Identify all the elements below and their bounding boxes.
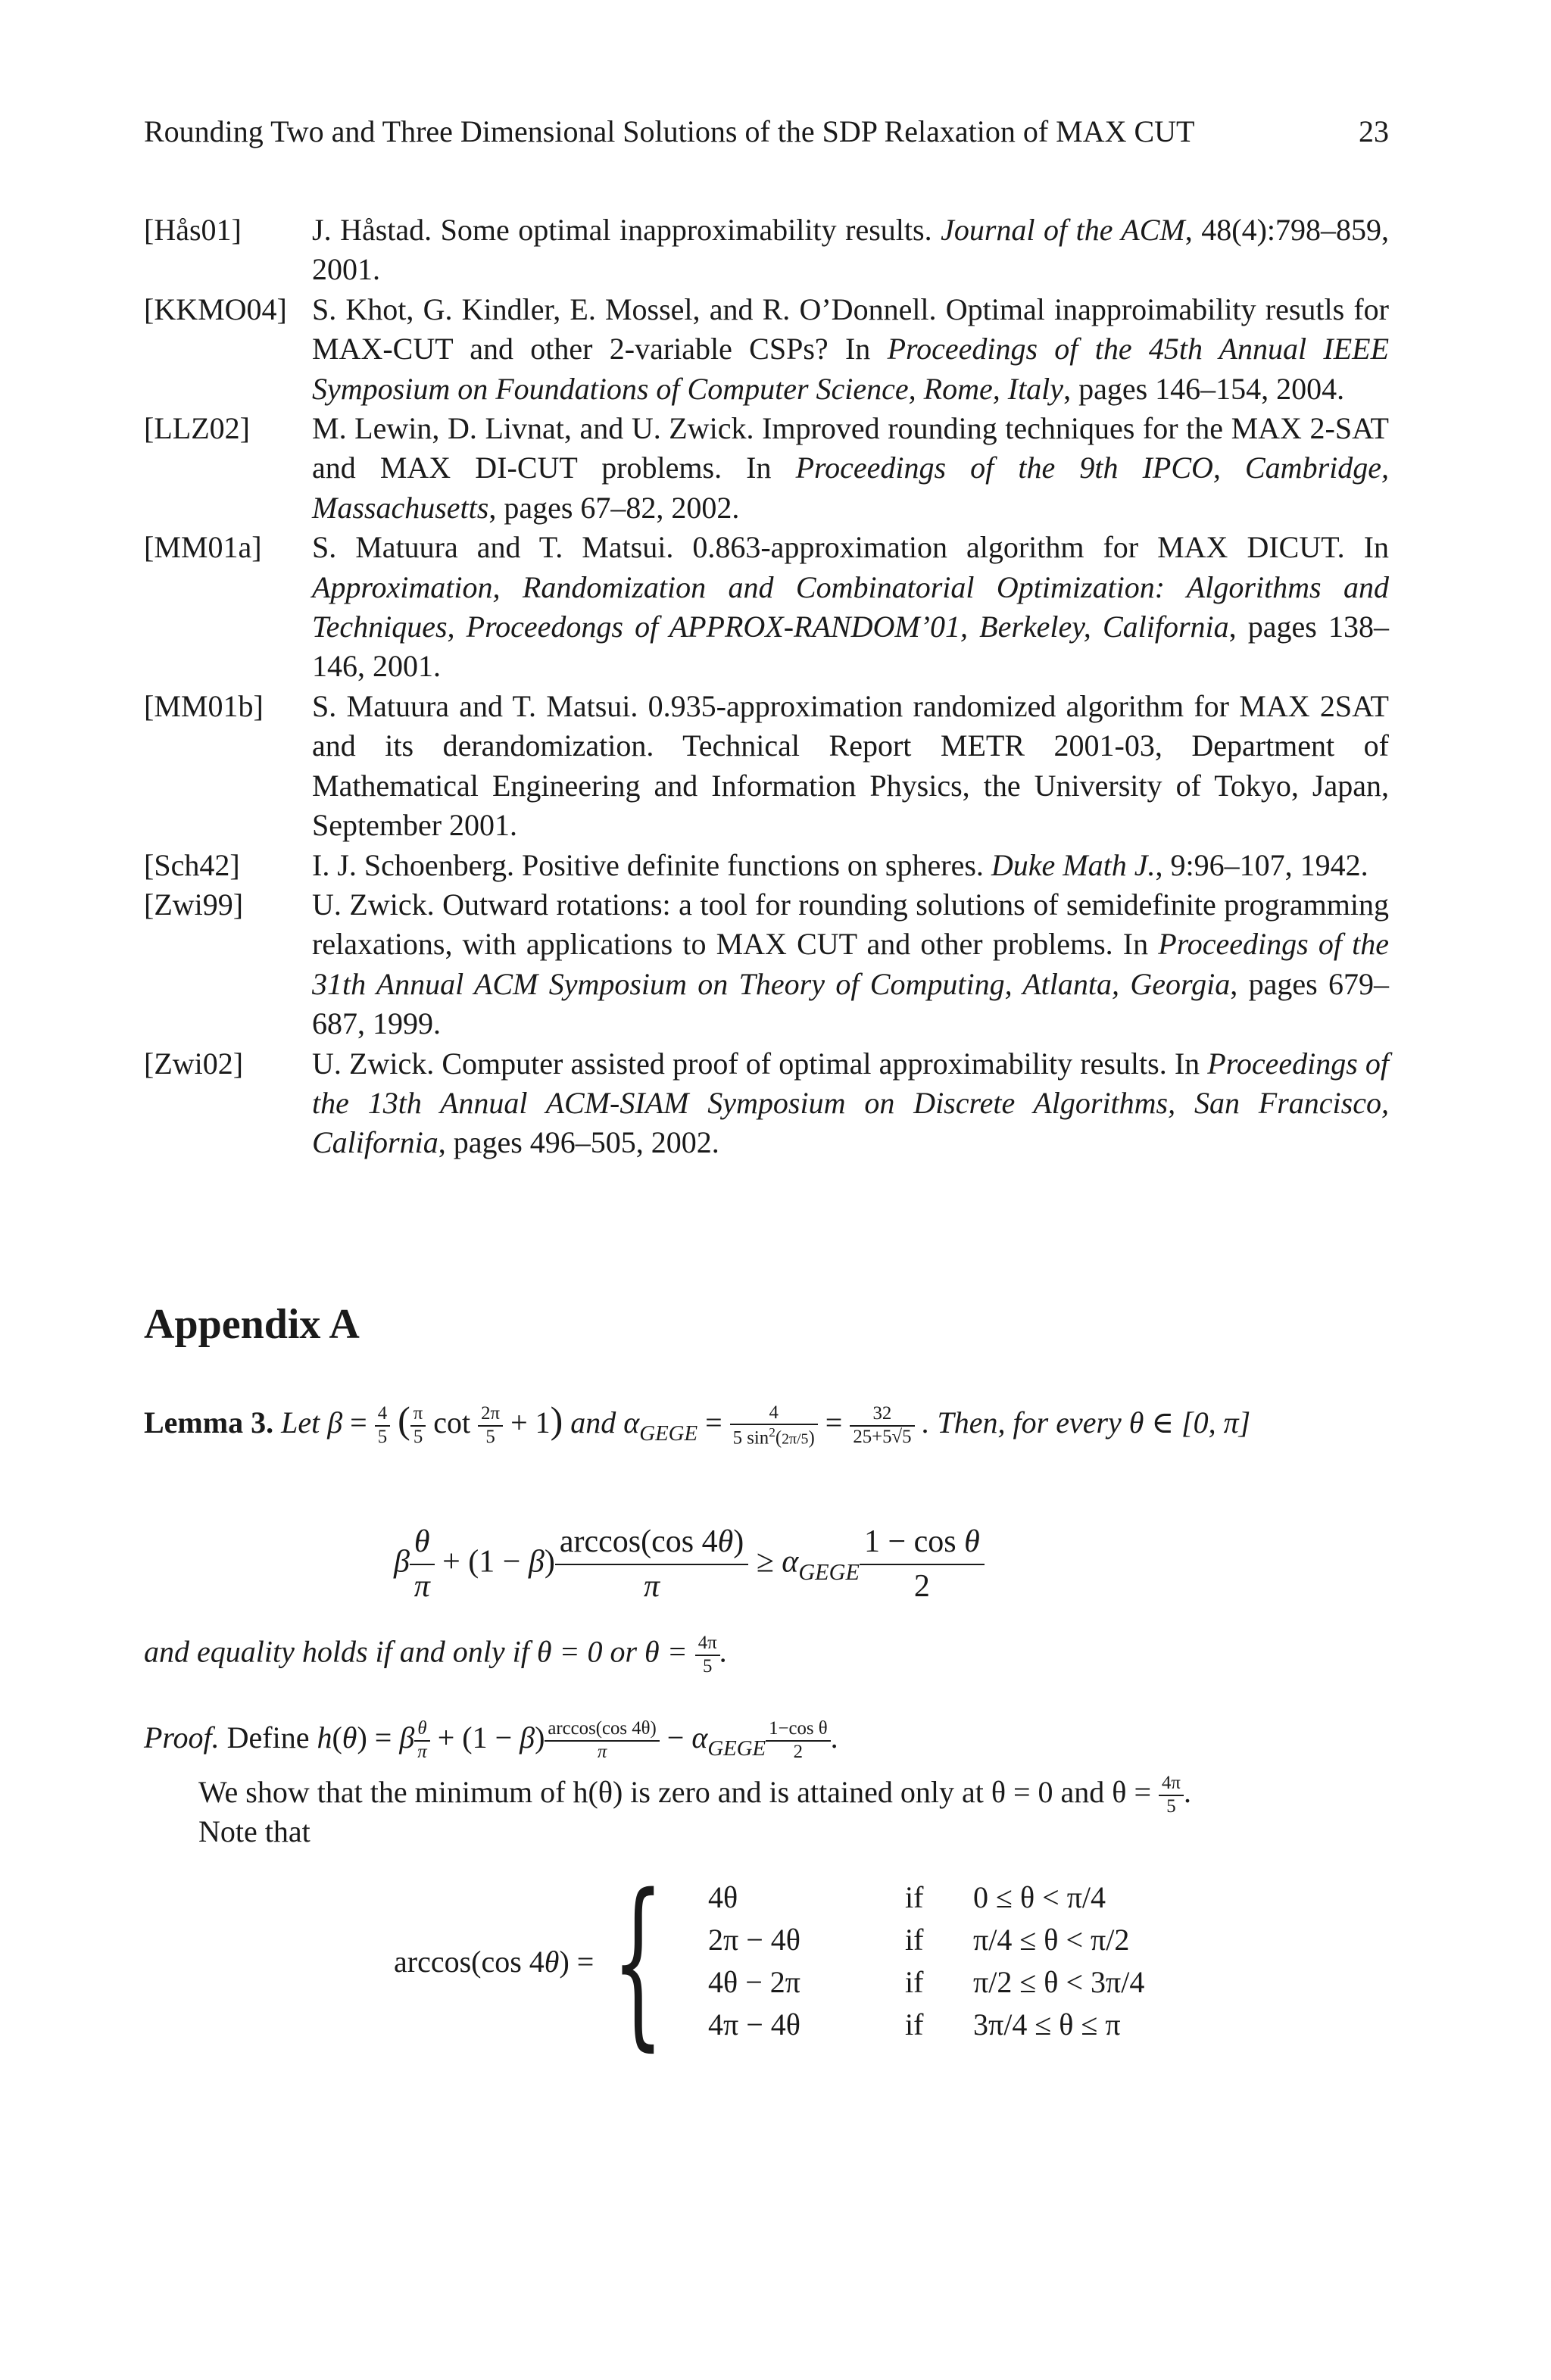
reference-key: [KKMO04] <box>144 292 287 326</box>
lemma-interval: θ ∈ [0, π] <box>1128 1405 1251 1440</box>
reference-text <box>312 528 1389 687</box>
reference-key: [MM01b] <box>144 688 264 723</box>
reference-text-tail: , pages 138–146, 2001. <box>312 610 1390 684</box>
reference-text-main: S. Khot, G. Kindler, E. Mossel, and R. O’Donnell. Optimal inapproimability resutls for MAX-CUT and other 2-variable CSPs? In <box>312 292 1389 367</box>
reference-entry <box>144 290 1389 409</box>
reference-key: [Hås01] <box>144 213 242 247</box>
reference-entry <box>144 528 1389 687</box>
reference-text-main: S. Matuura and T. Matsui. 0.935-approximation randomized algorithm for MAX 2SAT and its derandomization. Technical Report METR 2001-03, Department of Mathematical Engineering and Information Physics, the University of Tokyo, Japan, September 2001. <box>312 688 1389 843</box>
lemma-and: and <box>570 1405 616 1440</box>
case-range: 3π/4 ≤ θ ≤ π <box>973 2007 1121 2042</box>
reference-entry <box>144 211 1389 290</box>
case-expr: 4π − 4θ <box>708 2007 800 2042</box>
reference-entry <box>144 846 1389 885</box>
case-range: 0 ≤ θ < π/4 <box>973 1880 1106 1914</box>
reference-text-venue: Proceedings of the 13th Annual ACM-SIAM Symposium on Discrete Algorithms, San Francisco, California <box>312 1046 1390 1160</box>
reference-text-tail: , pages 679–687, 1999. <box>312 966 1389 1041</box>
reference-key: [Zwi02] <box>144 1046 244 1081</box>
lemma-label: Lemma 3. <box>144 1405 274 1440</box>
reference-text-tail: , pages 496–505, 2002. <box>438 1125 719 1160</box>
lemma-then: . Then, for every <box>922 1405 1122 1440</box>
lemma-let: Let <box>281 1405 320 1440</box>
reference-key: [LLZ02] <box>144 411 250 446</box>
reference-text <box>312 846 1389 885</box>
case-cond: if <box>905 1965 924 1999</box>
reference-text-tail: , pages 146–154, 2004. <box>1063 371 1345 406</box>
reference-text-main: S. Matuura and T. Matsui. 0.863-approximation algorithm for MAX DICUT. In <box>312 530 1389 565</box>
reference-text <box>312 290 1389 409</box>
reference-text <box>312 211 1389 290</box>
reference-text-venue: Proceedings of the 45th Annual IEEE Symposium on Foundations of Computer Science, Rome, Italy <box>312 332 1390 406</box>
page-number: 23 <box>1359 114 1389 148</box>
reference-text <box>312 687 1389 846</box>
beta-definition: β = $\frac{4}{5}$ ( $\frac{\pi}{5}$ cot $\frac{2\pi}{5}$ + 1) <box>327 1399 563 1447</box>
reference-text-main: J. Håstad. Some optimal inapproximability results. <box>312 213 941 247</box>
reference-entry <box>144 409 1389 528</box>
cases-rows <box>678 1876 1144 2046</box>
equality-condition: and equality holds if and only if θ = 0 or θ = $\frac{4\pi}{5}$ . <box>144 1633 728 1677</box>
proof-show: We show that the minimum of h(θ) is zero and is attained only at θ = 0 and θ = <box>198 1775 1152 1810</box>
lemma-3 <box>144 1390 1389 1463</box>
reference-text-tail: , 48(4):798–859, 2001. <box>312 213 1389 287</box>
case-expr: 4θ <box>708 1880 738 1914</box>
reference-text-tail: , 9:96–107, 1942. <box>1155 847 1368 882</box>
case-range: π/2 ≤ θ < 3π/4 <box>973 1965 1145 1999</box>
reference-text <box>312 885 1389 1044</box>
case-range: π/4 ≤ θ < π/2 <box>973 1923 1130 1957</box>
reference-key: [Sch42] <box>144 847 240 882</box>
reference-text-venue: Duke Math J. <box>991 847 1156 882</box>
reference-text-venue: Proceedings of the 31th Annual ACM Symposium on Theory of Computing, Atlanta, Georgia <box>312 927 1390 1001</box>
proof-define: Define <box>226 1720 310 1755</box>
case-expr: 2π − 4θ <box>708 1923 800 1957</box>
reference-text-main: I. J. Schoenberg. Positive definite functions on spheres. <box>312 847 991 882</box>
proof: Proof. Define h(θ) = β $\frac{\theta}{\pi}$ + (1 − β) $\frac{\arccos(\cos 4\theta)}{\pi}$ − $\alpha_{GEGE}$ $\frac{\text{1−cos θ}}{2}$ . We show that the minimum of h(θ) is zero and is attained only at θ = 0 and θ = $\frac{4\pi}{5}$ . Note that <box>144 1718 1191 1849</box>
cases-lhs: arccos(cos 4θ) = <box>394 1944 594 1979</box>
reference-entry <box>144 687 1389 846</box>
case-expr: 4θ − 2π <box>708 1965 800 1999</box>
reference-text-venue: Journal of the ACM <box>941 213 1185 247</box>
equality-text: and equality holds if and only if θ = 0 or θ = <box>144 1634 688 1669</box>
reference-text-main: U. Zwick. Outward rotations: a tool for rounding solutions of semidefinite programming relaxations, with applications to MAX CUT and other problems. In <box>312 887 1389 962</box>
reference-text <box>312 409 1389 528</box>
appendix-heading: Appendix A <box>144 1301 360 1348</box>
reference-text-venue: Approximation, Randomization and Combinatorial Optimization: Algorithms and Techniques, Proceedongs of APPROX-RANDOM’01, Berkeley, California <box>312 569 1389 644</box>
case-cond: if <box>905 1880 924 1914</box>
reference-text <box>312 1044 1389 1163</box>
reference-text-venue: Proceedings of the 9th IPCO, Cambridge, Massachusetts <box>312 451 1389 525</box>
cases-brace: { <box>612 1855 665 2067</box>
references-list <box>144 211 1389 1163</box>
alpha-definition: $\alpha_{GEGE}$ = $\frac{4}{5 \sin^2(2\pi/5)}$ = $\frac{32}{25+5√5}$ <box>623 1405 914 1440</box>
proof-note: Note that <box>198 1814 311 1849</box>
lemma-inequality: β $\frac{\theta}{\pi}$ + (1 − β) $\frac{\arccos(\cos 4\theta)}{\pi}$ ≥ $\alpha_{GEGE}$ $\frac{\text{1 − cos θ}}{2}$ <box>394 1521 985 1608</box>
case-cond: if <box>905 1923 924 1957</box>
arccos-cases <box>394 1855 1145 2067</box>
reference-entry <box>144 1044 1389 1163</box>
case-cond: if <box>905 2007 924 2042</box>
proof-label: Proof. <box>144 1720 220 1755</box>
reference-text-main: U. Zwick. Computer assisted proof of optimal approximability results. In <box>312 1046 1208 1081</box>
reference-key: [Zwi99] <box>144 887 244 922</box>
reference-entry <box>144 885 1389 1044</box>
reference-key: [MM01a] <box>144 530 262 565</box>
running-head-title: Rounding Two and Three Dimensional Solutions of the SDP Relaxation of MAX CUT <box>144 114 1195 148</box>
reference-text-main: M. Lewin, D. Livnat, and U. Zwick. Improved rounding techniques for the MAX 2-SAT and MAX DI-CUT problems. In <box>312 411 1389 485</box>
reference-text-tail: , pages 67–82, 2002. <box>488 490 740 525</box>
